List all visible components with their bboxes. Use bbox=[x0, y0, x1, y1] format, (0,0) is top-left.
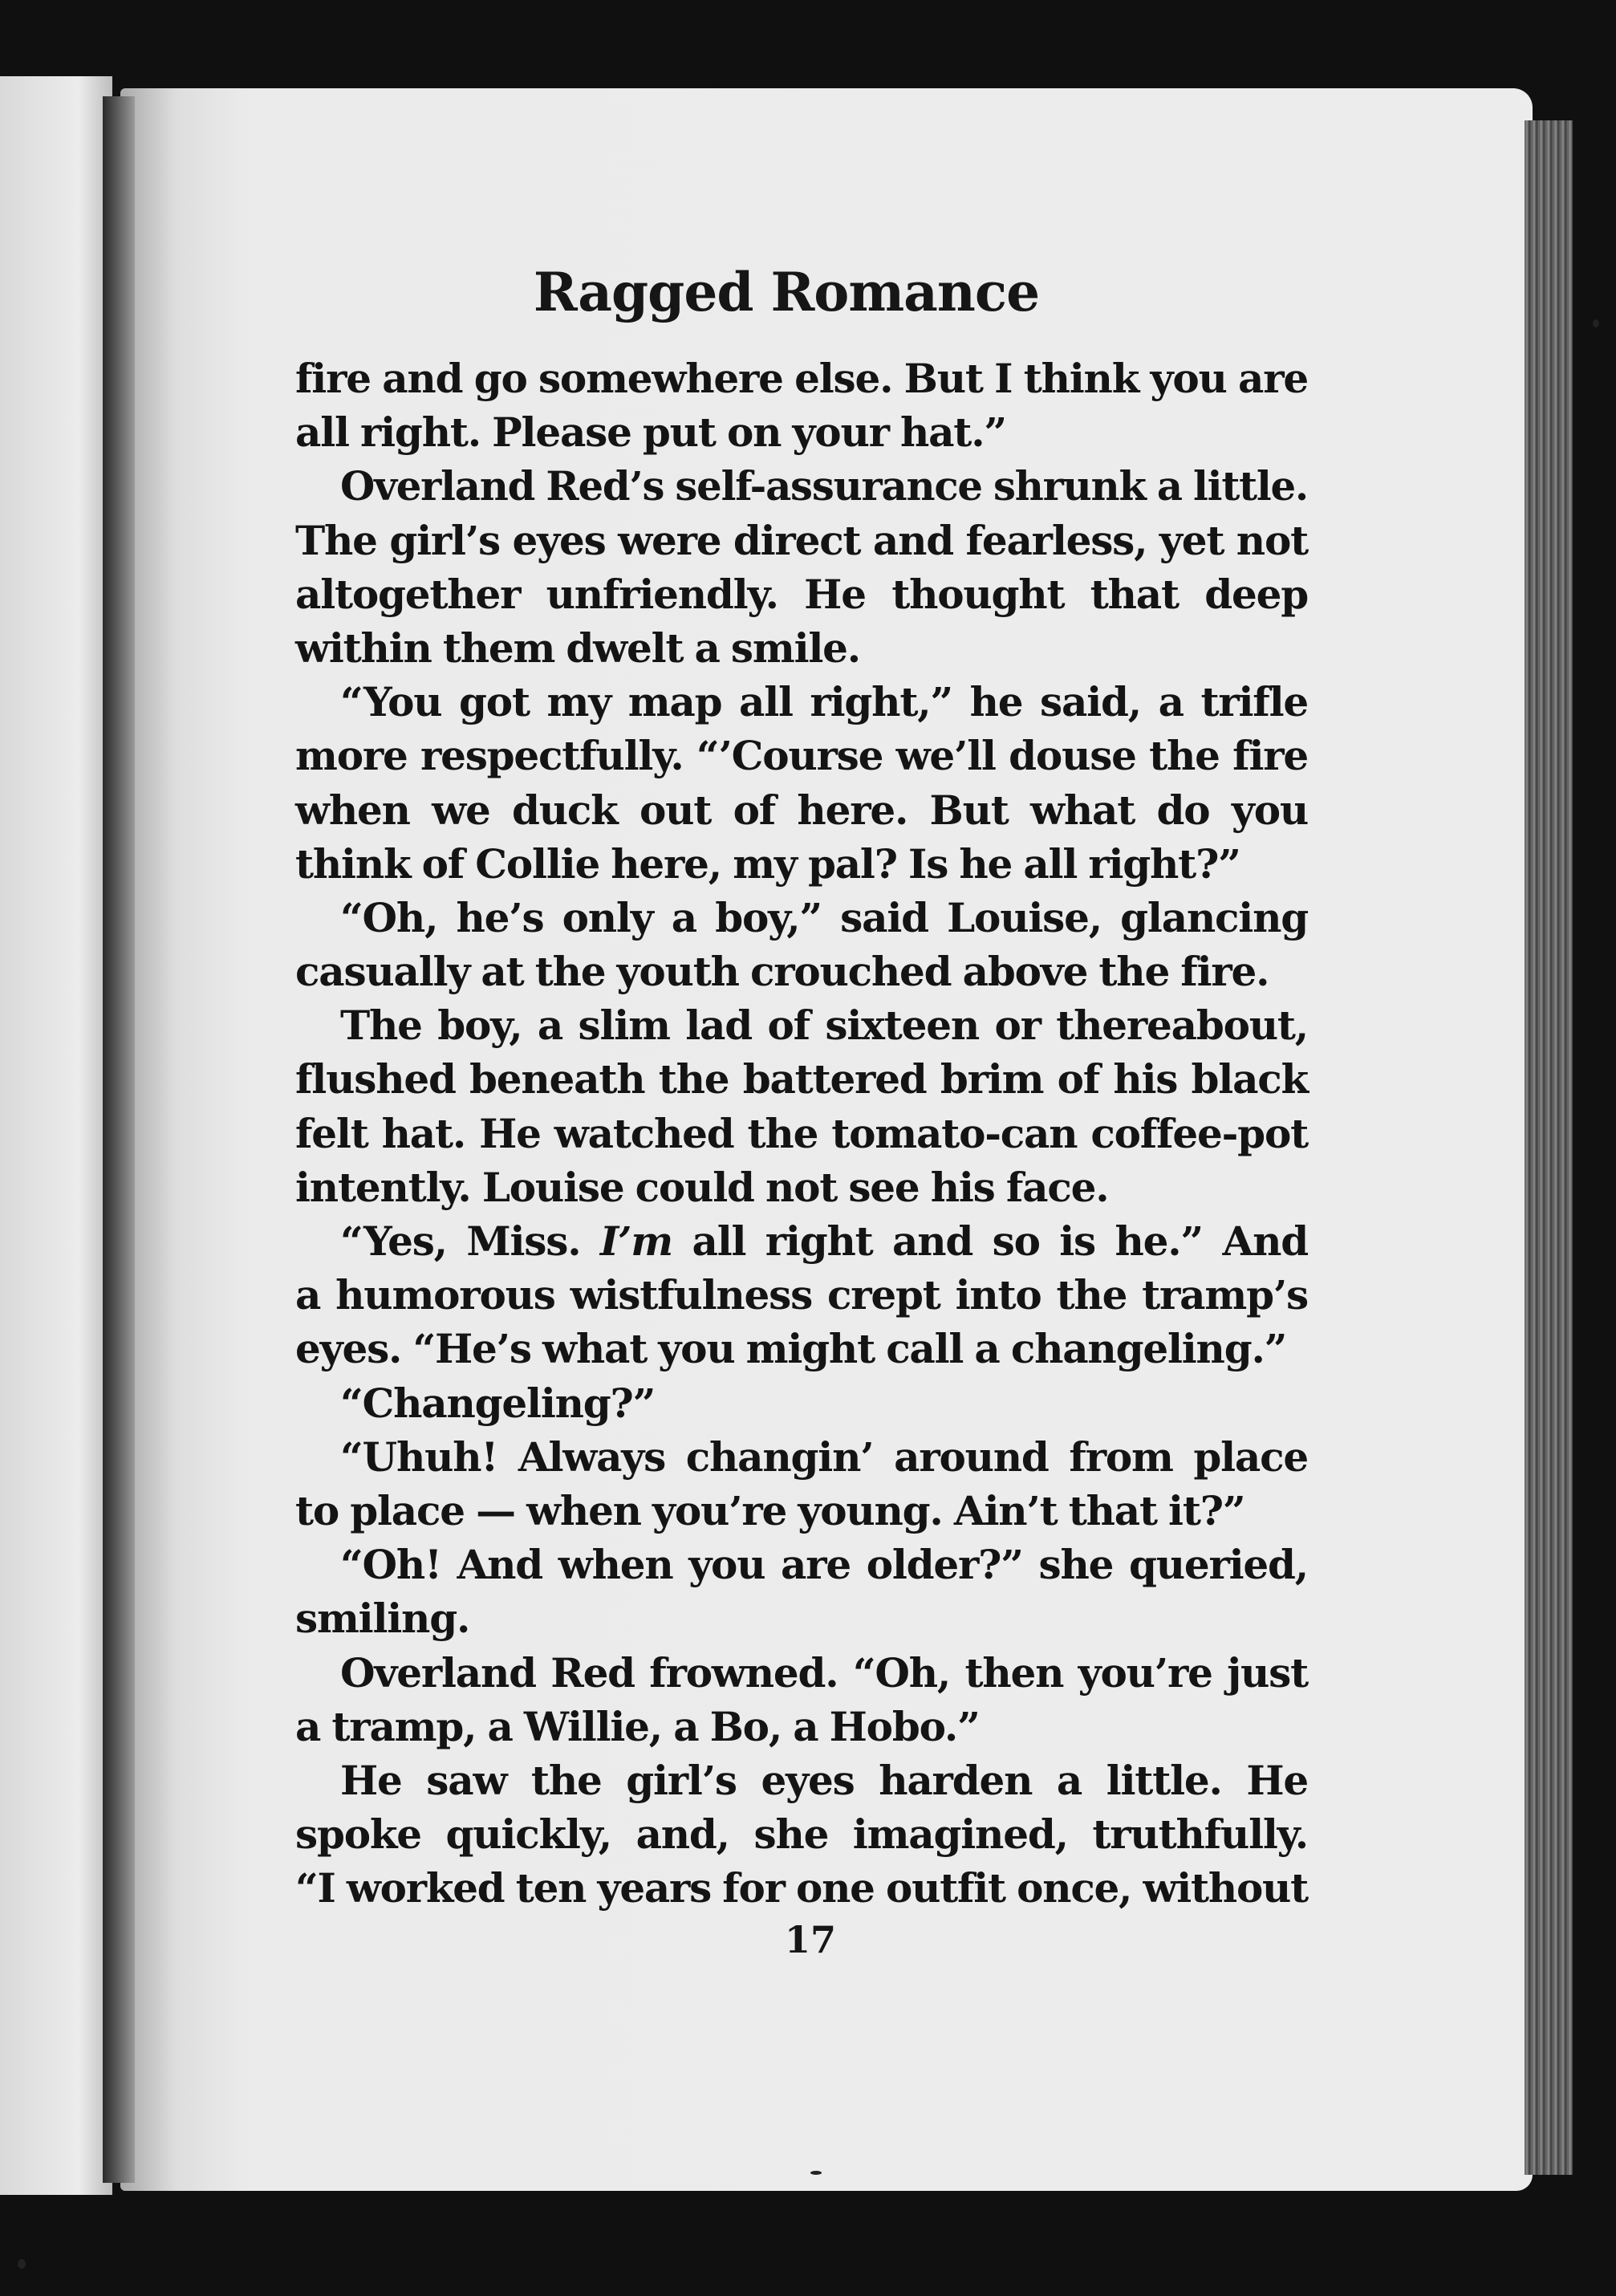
text-line: “Uhuh! Always changin’ around from place bbox=[340, 1432, 1308, 1481]
text-line: “Oh, he’s only a boy,” said Louise, glancing bbox=[340, 893, 1308, 941]
text-line: felt hat. He watched the tomato-can coffee-pot bbox=[295, 1109, 1308, 1157]
text-line: The girl’s eyes were direct and fearless, yet not bbox=[295, 516, 1308, 564]
text-line: all right. Please put on your hat.” bbox=[295, 408, 1006, 457]
text-line: Overland Red’s self-assurance shrunk a little. bbox=[340, 462, 1308, 510]
text-line: spoke quickly, and, she imagined, truthfully. bbox=[295, 1810, 1308, 1859]
text-line: smiling. bbox=[295, 1595, 470, 1643]
text-line: intently. Louise could not see his face. bbox=[295, 1163, 1109, 1211]
body-text bbox=[295, 352, 1308, 1915]
text-line: fire and go somewhere else. But I think you are bbox=[295, 355, 1308, 402]
text-line: Overland Red frowned. “Oh, then you’re just bbox=[340, 1648, 1308, 1697]
emphasis: I’m bbox=[599, 1217, 673, 1265]
text-line: flushed beneath the battered brim of his black bbox=[295, 1055, 1308, 1103]
text-line: The boy, a slim lad of sixteen or thereabout, bbox=[340, 1002, 1308, 1050]
text-line: to place — when you’re young. Ain’t that it?” bbox=[295, 1486, 1245, 1534]
text-line: eyes. “He’s what you might call a changeling.” bbox=[295, 1325, 1287, 1373]
text-line: more respectfully. “’Course we’ll douse the fire bbox=[295, 732, 1308, 780]
text-line: “Changeling?” bbox=[340, 1379, 656, 1427]
running-head: Ragged Romance bbox=[533, 261, 1040, 323]
scan-speck bbox=[18, 2259, 26, 2269]
text-line: “You got my map all right,” he said, a trifle bbox=[340, 678, 1308, 726]
text-line: a tramp, a Willie, a Bo, a Hobo.” bbox=[295, 1702, 980, 1750]
text-line: within them dwelt a smile. bbox=[295, 624, 860, 672]
text-line: when we duck out of here. But what do you bbox=[295, 786, 1308, 834]
text-line: “Yes, Miss. I’m all right and so is he.” And bbox=[340, 1217, 1308, 1265]
text-line: “Oh! And when you are older?” she queried, bbox=[340, 1541, 1308, 1589]
scan-speck bbox=[1593, 319, 1599, 327]
previous-page-edge bbox=[0, 76, 112, 2195]
text-line: think of Collie here, my pal? Is he all right?” bbox=[295, 839, 1240, 888]
text-line: He saw the girl’s eyes harden a little. He bbox=[340, 1756, 1308, 1804]
text-line: a humorous wistfulness crept into the tramp’s bbox=[295, 1271, 1308, 1319]
text-line: casually at the youth crouched above the fire. bbox=[295, 948, 1269, 996]
page-stack-edge bbox=[1525, 120, 1573, 2175]
scan-speck bbox=[810, 2171, 822, 2175]
text-line: altogether unfriendly. He thought that deep bbox=[295, 570, 1308, 618]
page-number: 17 bbox=[784, 1918, 836, 1961]
page-gutter-shadow bbox=[103, 96, 135, 2183]
text-line: “I worked ten years for one outfit once, without bbox=[295, 1864, 1308, 1912]
